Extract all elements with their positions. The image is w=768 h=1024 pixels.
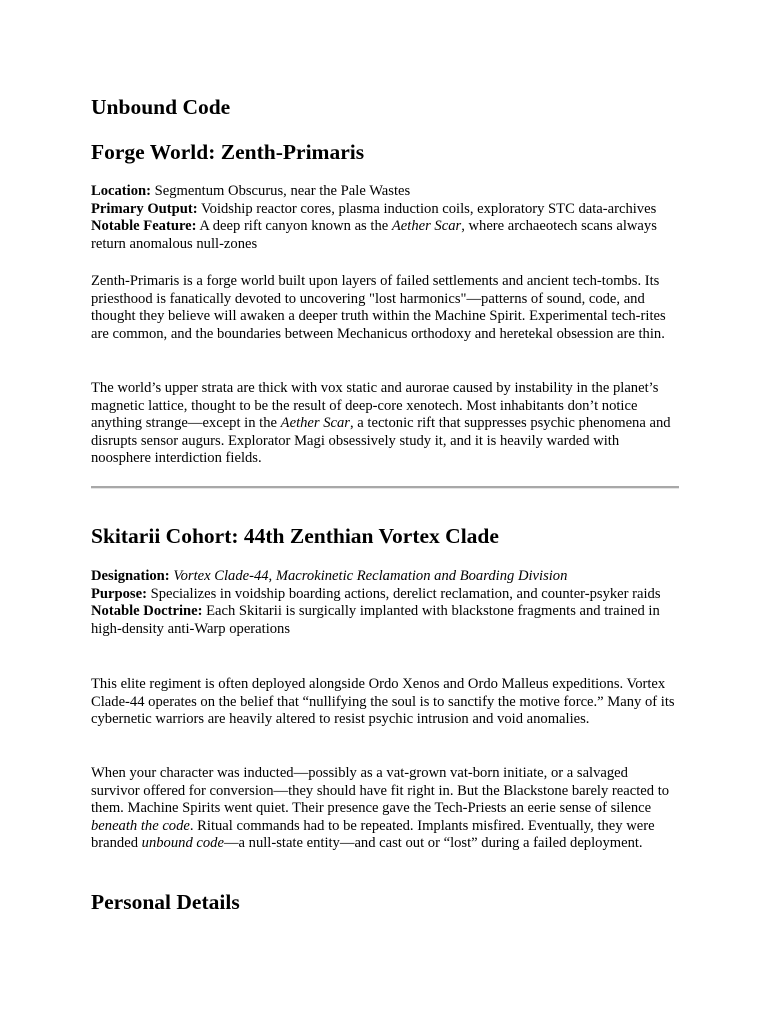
designation-value: Vortex Clade-44, Macrokinetic Reclamation and Boarding Division [173, 568, 568, 584]
notable-feature-label: Notable Feature: [91, 218, 197, 234]
notable-feature-text-end: , where archaeotech scans always return anomalous null-zones [91, 218, 657, 252]
skitarii-cohort-heading: Skitarii Cohort: 44th Zenthian Vortex Clade [91, 524, 499, 548]
primary-output-field [91, 201, 679, 219]
location-field [91, 183, 679, 201]
location-label: Location: [91, 183, 151, 199]
purpose-label: Purpose: [91, 585, 147, 602]
paragraph-text-b: . Ritual commands had to be repeated. Implants misfired. Eventually, they were branded [91, 817, 655, 851]
location-value: Segmentum Obscurus, near the Pale Wastes [154, 183, 411, 199]
notable-doctrine-field [91, 603, 679, 638]
skitarii-cohort-paragraph-2-text [91, 765, 679, 853]
notable-doctrine-value: Each Skitarii is surgically implanted with blackstone fragments and trained in high-density anti-Warp operations [91, 603, 660, 637]
primary-output-value: Voidship reactor cores, plasma induction coils, exploratory STC data-archives [201, 200, 657, 217]
forge-world-paragraph-1 [91, 273, 679, 343]
document-title: Unbound Code [91, 95, 231, 119]
skitarii-cohort-paragraph-2 [91, 765, 679, 853]
skitarii-cohort-fields [91, 568, 679, 638]
paragraph-2-text-end: , a tectonic rift that suppresses psychic phenomena and disrupts sensor augurs. Explorator Magi obsessively study it, and it is heavily warded with noosphere interdiction fields. [91, 415, 671, 466]
purpose-field [91, 586, 679, 604]
primary-output-label: Primary Output: [91, 200, 198, 217]
paragraph-2-text-start: The world’s upper strata are thick with vox static and aurorae caused by instability in the planet’s magnetic lattice, thought to be the result of deep-core xenotech. Most inhabitants don’t notice anything strange—except in the [91, 380, 659, 431]
notable-feature-text-start: A deep rift canyon known as the [199, 218, 392, 234]
paragraph-text-c: —a null-state entity—and cast out or “lost” during a failed deployment. [223, 835, 643, 851]
notable-feature-field [91, 218, 679, 253]
designation-field [91, 568, 679, 586]
forge-world-fields [91, 183, 679, 253]
skitarii-cohort-paragraph-1 [91, 676, 679, 729]
purpose-value: Specializes in voidship boarding actions, derelict reclamation, and counter-psyker raids [150, 585, 661, 602]
forge-world-heading: Forge World: Zenth-Primaris [91, 140, 365, 164]
skitarii-cohort-paragraph-1-text: This elite regiment is often deployed alongside Ordo Xenos and Ordo Malleus expeditions. Vortex Clade-44 operates on the belief that “nullifying the soul is to sanctify the motive force.” Many of its cybernetic warriors are heavily altered to resist psychic intrusion and void anomalies. [91, 676, 675, 727]
paragraph-text-a: When your character was inducted—possibly as a vat-grown vat-born initiate, or a salvaged survivor offered for conversion—they should have fit right in. But the Blackstone barely reacted to them. Machine Spirits went quiet. Their presence gave the Tech-Priests an eerie sense of silence [91, 765, 670, 816]
emphasis-unbound-code: unbound code [141, 835, 224, 851]
emphasis-beneath-the-code: beneath the code [91, 817, 190, 834]
designation-label: Designation: [91, 568, 170, 584]
notable-doctrine-label: Notable Doctrine: [91, 603, 203, 619]
personal-details-heading: Personal Details [91, 890, 240, 914]
forge-world-paragraph-2-text [91, 380, 679, 468]
paragraph-2-emphasis: Aether Scar [280, 415, 350, 431]
forge-world-paragraph-2 [91, 380, 679, 468]
notable-feature-emphasis: Aether Scar [391, 218, 462, 234]
section-divider [91, 486, 679, 489]
forge-world-paragraph-1-text: Zenth-Primaris is a forge world built upon layers of failed settlements and ancient tech-tombs. Its priesthood is fanatically devoted to uncovering "lost harmonics"—patterns of sound, code, and thought they believe will awaken a deeper truth within the Machine Spirit. Experimental tech-rites are common, and the boundaries between Mechanicus orthodoxy and heretekal obsession are thin. [91, 273, 666, 342]
